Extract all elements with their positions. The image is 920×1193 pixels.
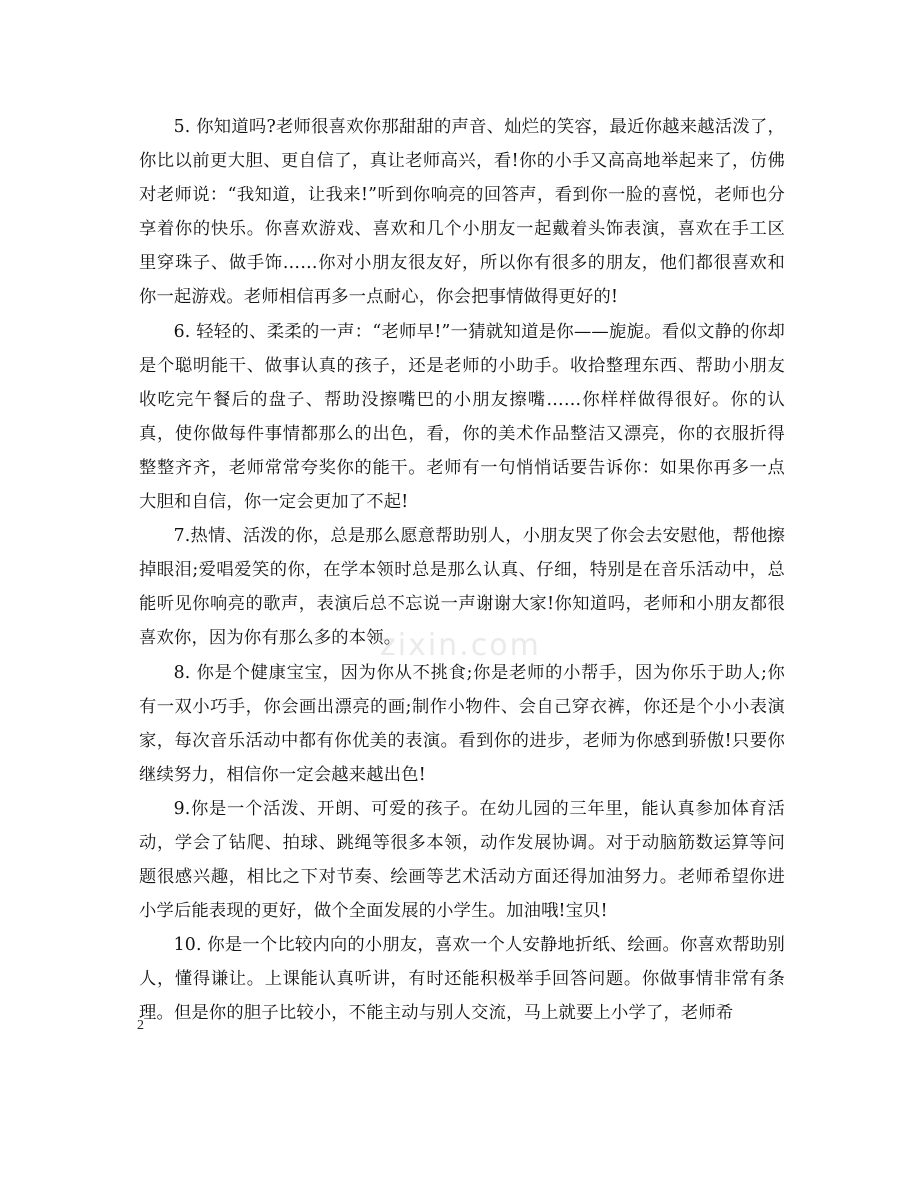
paragraph-7: 7.热情、活泼的你，总是那么愿意帮助别人，小朋友哭了你会去安慰他，帮他擦掉眼泪;爱唱爱笑的你，在学本领时总是那么认真、仔细，特别是在音乐活动中，总能听见你响亮的歌声，表演后总不忘说一声谢谢大家!你知道吗，老师和小朋友都很喜欢你，因为你有那么多的本领。 bbox=[139, 526, 785, 649]
document-body bbox=[139, 110, 785, 1031]
paragraph-9: 9.你是一个活泼、开朗、可爱的孩子。在幼儿园的三年里，能认真参加体育活动，学会了钻爬、拍球、跳绳等很多本领，动作发展协调。对于动脑筋数运算等问题很感兴趣，相比之下对节奏、绘画等艺术活动方面还得加油努力。老师希望你进小学后能表现的更好，做个全面发展的小学生。加油哦!宝贝! bbox=[139, 798, 785, 922]
paragraph-5: 5. 你知道吗?老师很喜欢你那甜甜的声音、灿烂的笑容，最近你越来越活泼了，你比以前更大胆、更自信了，真让老师高兴，看!你的小手又高高地举起来了，仿佛对老师说：“我知道，让我来!”听到你响亮的回答声，看到你一脸的喜悦，老师也分享着你的快乐。你喜欢游戏、喜欢和几个小朋友一起戴着头饰表演，喜欢在手工区里穿珠子、做手饰……你对小朋友很友好，所以你有很多的朋友，他们都很喜欢和你一起游戏。老师相信再多一点耐心，你会把事情做得更好的! bbox=[139, 117, 785, 308]
paragraph-8: 8. 你是个健康宝宝，因为你从不挑食;你是老师的小帮手，因为你乐于助人;你有一双小巧手，你会画出漂亮的画;制作小物件、会自己穿衣裤，你还是个小小表演家，每次音乐活动中都有你优美的表演。看到你的进步，老师为你感到骄傲!只要你继续努力，相信你一定会越来越出色! bbox=[139, 662, 785, 785]
paragraph-10: 10. 你是一个比较内向的小朋友，喜欢一个人安静地折纸、绘画。你喜欢帮助别人，懂得谦让。上课能认真听讲，有时还能积极举手回答问题。你做事情非常有条理。但是你的胆子比较小，不能主动与别人交流，马上就要上小学了，老师希 bbox=[139, 935, 785, 1024]
paragraph-6: 6. 轻轻的、柔柔的一声：“老师早!”一猜就知道是你——旎旎。看似文静的你却是个聪明能干、做事认真的孩子，还是老师的小助手。收拾整理东西、帮助小朋友收吃完午餐后的盘子、帮助没擦嘴巴的小朋友擦嘴……你样样做得很好。你的认真，使你做每件事情都那么的出色，看，你的美术作品整洁又漂亮，你的衣服折得整整齐齐，老师常常夸奖你的能干。老师有一句悄悄话要告诉你：如果你再多一点大胆和自信，你一定会更加了不起! bbox=[139, 321, 785, 513]
page-number: 2 bbox=[137, 1018, 144, 1033]
watermark: zixin.com bbox=[380, 628, 541, 663]
